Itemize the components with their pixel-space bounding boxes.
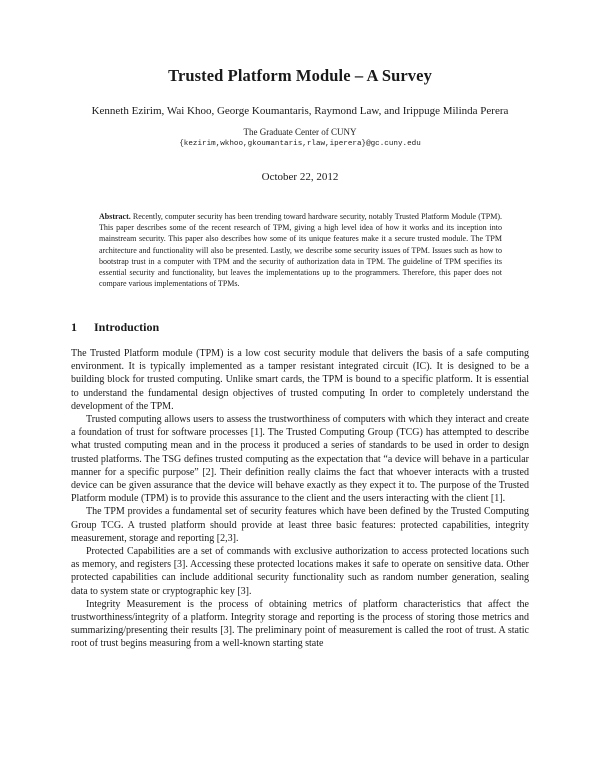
abstract-text: Recently, computer security has been trending toward hardware security, notably Trusted Platform Module (TPM). This paper describes some of the recent research of TPM, giving a high level idea of how it works and its inception into mainstream security. This paper also describes how some of its unique features make it a secure trusted module. The TPM architecture and functionality will also be presented. Lastly, we describe some security issues of TPM. Issues such as how to bootstrap trust in a computer with TPM and the security of authorization data in TPM. The guideline of TPM specifies its essential security and functionality, but leaves the implementations up to the programmers. Therefore, this paper does not compare various implementations of TPMs. [99, 212, 502, 289]
section-heading [71, 320, 159, 335]
section-body [71, 347, 529, 651]
paragraph: The TPM provides a fundamental set of security features which have been defined by the Trusted Computing Group TCG. A trusted platform should provide at least three basic features: protected capabilities, integrity measurement, storage and reporting [2,3]. [71, 506, 529, 544]
author-emails: {kezirim,wkhoo,gkoumantaris,rlaw,iperera}@gc.cuny.edu [179, 140, 421, 148]
section-number: 1 [71, 320, 77, 334]
paragraph: The Trusted Platform module (TPM) is a low cost security module that delivers the basis of a safe computing environment. It is typically implemented as a tamper resistant integrated circuit (IC). It is designed to be a building block for trusted computing. Unlike smart cards, the TPM is bound to a specific platform. It is essential to understand the fundamental design objectives of trusted computing In order to completely understand the development of the TPM. [71, 348, 529, 412]
paragraph: Protected Capabilities are a set of commands with exclusive authorization to access protected locations such as memory, and registers [3]. Accessing these protected locations makes it safe to operate on sensitive data. Other protected capabilities can include additional security functionality such as random number generation, sealing data to system state or cryptographic key [3]. [71, 546, 529, 597]
author-list: Kenneth Ezirim, Wai Khoo, George Koumantaris, Raymond Law, and Irippuge Milinda Perera [91, 105, 509, 117]
affiliation: The Graduate Center of CUNY [243, 127, 357, 137]
paragraph: Integrity Measurement is the process of obtaining metrics of platform characteristics that affect the trustworthiness/integrity of a platform. Integrity storage and reporting is the process of storing those metrics and summarizing/presenting their results [3]. The preliminary point of measurement is called the root of trust. A static root of trust begins measuring from a well-known starting state [71, 598, 529, 650]
section-title: Introduction [94, 320, 160, 334]
abstract-label: Abstract. [99, 212, 131, 221]
paper-title: Trusted Platform Module – A Survey [168, 66, 432, 85]
paragraph: Trusted computing allows users to assess the trustworthiness of computers with which they interact and create a foundation of trust for software processes [1]. The Trusted Computing Group (TCG) has attempted to describe what trusted computing mean and in the process it produced a series of standards to be used in order to design trusted platforms. The TSG defines trusted computing as the expectation that “a device will behave in a particular manner for a specific purpose” [2]. Their definition really claims the fact that whoever interacts with a trusted device can be given assurance that the device will behave exactly as they expect it to. The purpose of the Trusted Platform module (TPM) is to provide this assurance to the client and the users interacting with the client [1]. [71, 414, 529, 505]
abstract [99, 211, 502, 289]
publication-date: October 22, 2012 [261, 171, 339, 183]
